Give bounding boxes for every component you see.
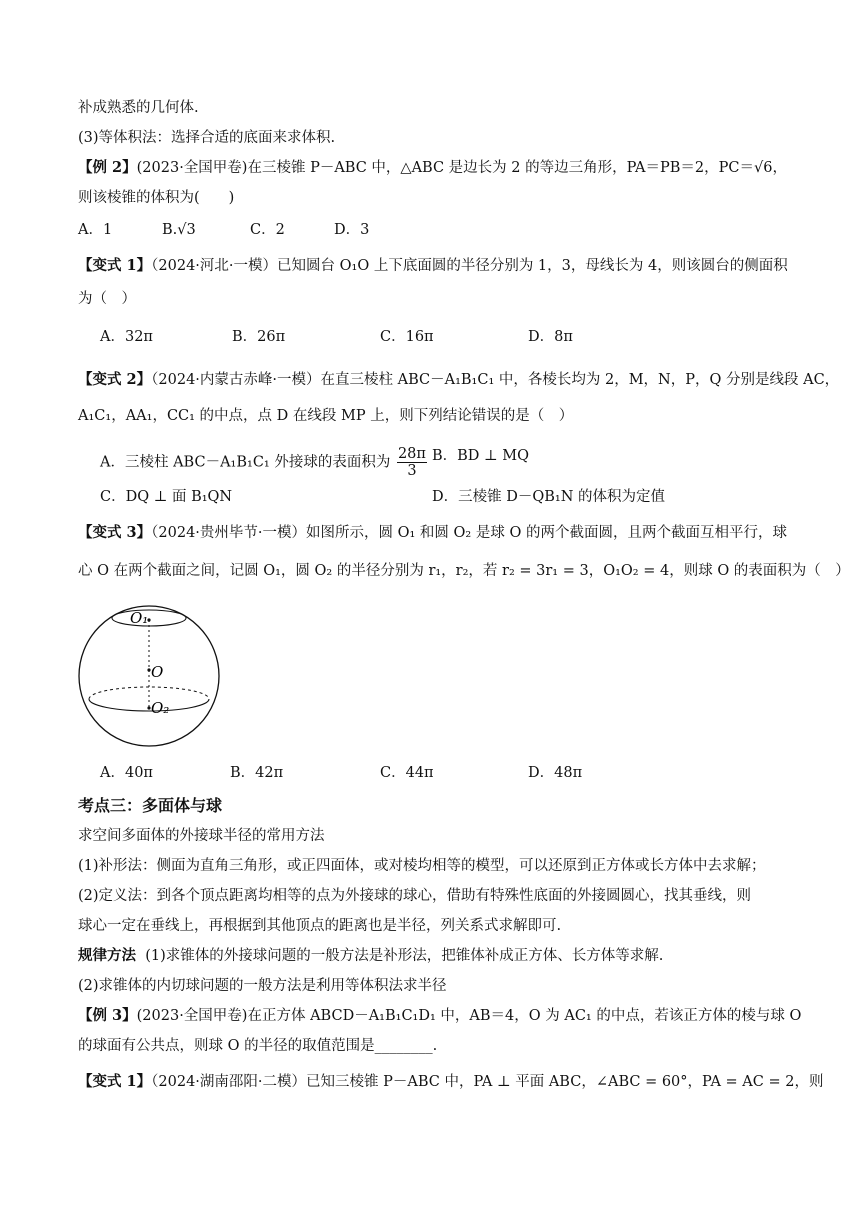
option-d: D．3 — [334, 222, 370, 238]
variant-tag: 【变式 1】 — [78, 257, 152, 274]
option-b: B．26π — [232, 329, 286, 345]
variant-2 — [78, 370, 839, 390]
sphere-figure — [78, 602, 228, 752]
question-text: （2024·河北·一模）已知圆台 O₁O 上下底面圆的半径分别为 1，3，母线长为 4，则该圆台的侧面积 — [151, 258, 788, 274]
option-c: C．44π — [380, 765, 434, 781]
question-text: （2024·内蒙古赤峰·一模）在直三棱柱 ABC－A₁B₁C₁ 中，各棱长均为 2，M，N，P，Q 分别是线段 AC， — [151, 372, 840, 388]
question-text: 的球面有公共点，则球 O 的半径的取值范围是________. — [78, 1038, 438, 1054]
question-text: (2023·全国甲卷)在三棱锥 P－ABC 中，△ABC 是边长为 2 的等边三角形，PA＝PB＝2，PC＝√6， — [136, 160, 787, 176]
text-line: 补成熟悉的几何体. — [78, 100, 199, 116]
variant-tag: 【变式 3】 — [78, 524, 152, 541]
option-a — [100, 446, 427, 479]
example-tag: 【例 3】 — [78, 1007, 137, 1024]
variant-1-b — [78, 1072, 823, 1092]
variant-3 — [78, 523, 787, 543]
question-text: A₁C₁，AA₁，CC₁ 的中点，点 D 在线段 MP 上，则下列结论错误的是（ ） — [78, 408, 574, 424]
variant-tag: 【变式 1】 — [78, 1073, 152, 1090]
method-title: 求空间多面体的外接球半径的常用方法 — [78, 828, 325, 844]
fraction-denominator: 3 — [407, 463, 417, 479]
option-d: D．8π — [528, 329, 573, 345]
option-a: A．1 — [78, 222, 113, 238]
option-b: B．42π — [230, 765, 284, 781]
example-tag: 【例 2】 — [78, 159, 137, 176]
text-line: (3)等体积法：选择合适的底面来求体积. — [78, 130, 336, 146]
option-a: A．32π — [100, 329, 153, 345]
rule-tag: 规律方法 — [78, 948, 136, 964]
question-text: 心 O 在两个截面之间，记圆 O₁，圆 O₂ 的半径分别为 r₁，r₂，若 r₂ = 3r₁ = 3，O₁O₂ = 4，则球 O 的表面积为（ ） — [78, 563, 850, 579]
option-c: C．DQ ⊥ 面 B₁QN — [100, 489, 233, 505]
option-a: A．40π — [100, 765, 153, 781]
variant-1 — [78, 256, 788, 276]
option-a-text: A．三棱柱 ABC－A₁B₁C₁ 外接球的表面积为 — [100, 454, 391, 471]
question-text: (2023·全国甲卷)在正方体 ABCD－A₁B₁C₁D₁ 中，AB＝4，O 为 AC₁ 的中点，若该正方体的棱与球 O — [136, 1008, 802, 1024]
option-b: B.√3 — [162, 222, 196, 238]
question-text: 则该棱锥的体积为( ) — [78, 190, 235, 206]
option-d: D．三棱锥 D－QB₁N 的体积为定值 — [432, 489, 666, 505]
method-2: (2)定义法：到各个顶点距离均相等的点为外接球的球心，借助有特殊性底面的外接圆圆心，找其垂线，则 — [78, 888, 752, 904]
example-2 — [78, 158, 787, 178]
section-heading: 考点三：多面体与球 — [78, 796, 223, 815]
question-text: （2024·湖南邵阳·二模）已知三棱锥 P－ABC 中，PA ⊥ 平面 ABC，∠ABC = 60°，PA = AC = 2，则 — [151, 1074, 824, 1090]
example-3 — [78, 1006, 801, 1026]
label-o1: O₁ — [130, 609, 149, 627]
option-c: C．16π — [380, 329, 434, 345]
label-o2: O₂ — [151, 699, 170, 717]
rule-1: (1)求锥体的外接球问题的一般方法是补形法，把锥体补成正方体、长方体等求解. — [145, 948, 664, 964]
fraction — [397, 446, 427, 479]
method-1: (1)补形法：侧面为直角三角形，或正四面体，或对棱均相等的模型，可以还原到正方体或长方体中去求解； — [78, 858, 766, 874]
method-2-continued: 球心一定在垂线上，再根据到其他顶点的距离也是半径，列关系式求解即可. — [78, 918, 562, 934]
rule-2: (2)求锥体的内切球问题的一般方法是利用等体积法求半径 — [78, 978, 447, 994]
lower-section-back — [89, 687, 209, 699]
variant-tag: 【变式 2】 — [78, 371, 152, 388]
fraction-numerator: 28π — [397, 446, 426, 462]
question-text: （2024·贵州毕节·一模）如图所示，圆 O₁ 和圆 O₂ 是球 O 的两个截面圆，且两个截面互相平行，球 — [151, 525, 787, 541]
upper-section-circle — [112, 610, 186, 626]
option-c: C．2 — [250, 222, 285, 238]
option-d: D．48π — [528, 765, 583, 781]
question-text: 为（ ） — [78, 291, 136, 307]
option-b: B．BD ⊥ MQ — [432, 448, 530, 464]
rule-section — [78, 946, 663, 966]
label-o: O — [151, 663, 164, 681]
